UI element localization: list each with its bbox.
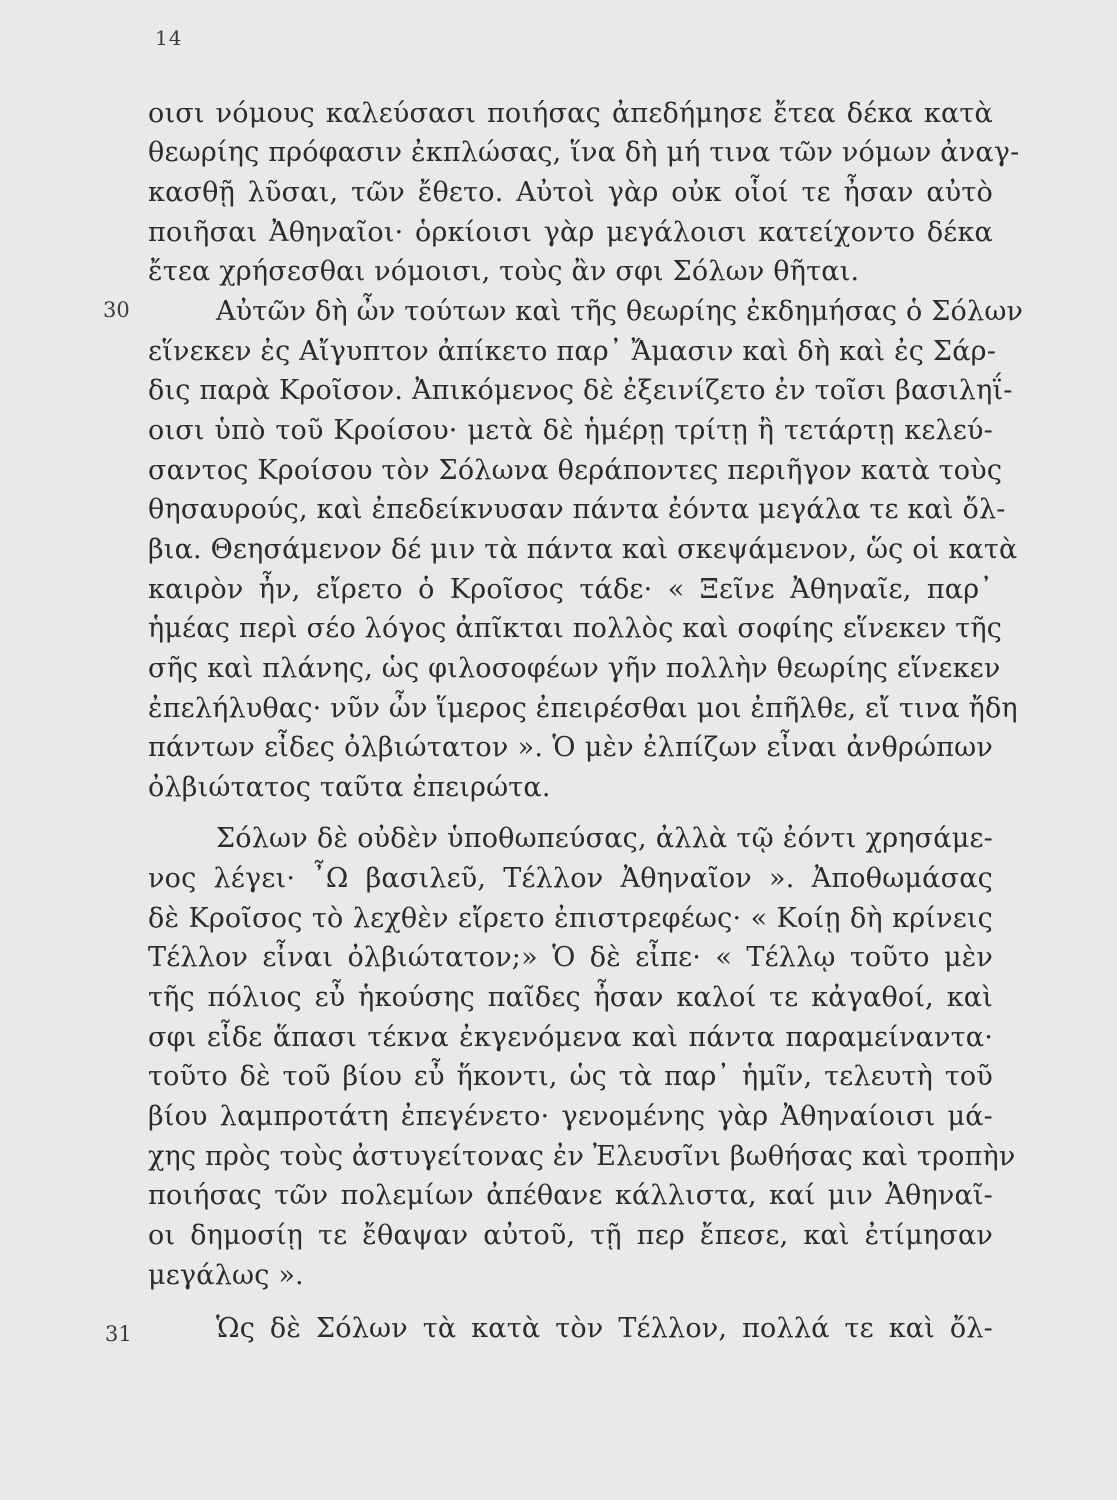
text-line: σαντος Κροίσου τὸν Σόλωνα θεράποντες περιῆγον κατὰ τοὺς bbox=[148, 455, 1003, 486]
text-line: καιρὸν ἦν, εἴρετο ὁ Κροῖσος τάδε· « Ξεῖνε Ἀθηναῖε, παρ᾽ bbox=[148, 574, 993, 605]
text-line: νος λέγει· ῏Ω βασιλεῦ, Τέλλον Ἀθηναῖον ». Ἀποθωμάσας bbox=[148, 863, 993, 894]
text-line: θησαυρούς, καὶ ἐπεδείκνυσαν πάντα ἐόντα μεγάλα τε καὶ ὄλ- bbox=[148, 494, 1006, 525]
text-line: οισι νόμους καλεύσασι ποιήσας ἀπεδήμησε ἔτεα δέκα κατὰ bbox=[148, 98, 993, 129]
text-line: κασθῇ λῦσαι, τῶν ἔθετο. Αὐτοὶ γὰρ οὐκ οἷοί τε ἦσαν αὐτὸ bbox=[148, 177, 993, 208]
text-line: εἵνεκεν ἐς Αἴγυπτον ἀπίκετο παρ᾽ Ἄμασιν καὶ δὴ καὶ ἐς Σάρ- bbox=[148, 336, 997, 367]
text-line: Σόλων δὲ οὐδὲν ὑποθωπεύσας, ἀλλὰ τῷ ἐόντι χρησάμε- bbox=[216, 823, 993, 854]
text-line: Αὐτῶν δὴ ὦν τούτων καὶ τῆς θεωρίης ἐκδημήσας ὁ Σόλων bbox=[216, 296, 1024, 327]
text-line: σφι εἶδε ἅπασι τέκνα ἐκγενόμενα καὶ πάντα παραμείναντα· bbox=[148, 1022, 993, 1053]
text-line: δις παρὰ Κροῖσον. Ἀπικόμενος δὲ ἐξεινίζετο ἐν τοῖσι βασιληΐ- bbox=[148, 375, 1013, 406]
section-marker-31: 31 bbox=[105, 1322, 132, 1346]
text-line: ἐπελήλυθας· νῦν ὦν ἵμερος ἐπειρέσθαι μοι ἐπῆλθε, εἴ τινα ἤδη bbox=[148, 693, 1018, 724]
page-number: 14 bbox=[155, 26, 183, 50]
text-line: ποιῆσαι Ἀθηναῖοι· ὁρκίοισι γὰρ μεγάλοισι κατείχοντο δέκα bbox=[148, 217, 993, 248]
text-line: βια. Θεησάμενον δέ μιν τὰ πάντα καὶ σκεψάμενον, ὥς οἱ κατὰ bbox=[148, 534, 1018, 565]
text-line: χης πρὸς τοὺς ἀστυγείτονας ἐν Ἐλευσῖνι βωθήσας καὶ τροπὴν bbox=[148, 1141, 1016, 1172]
text-line: δὲ Κροῖσος τὸ λεχθὲν εἴρετο ἐπιστρεφέως· « Κοίῃ δὴ κρίνεις bbox=[148, 903, 993, 934]
text-line: οισι ὑπὸ τοῦ Κροίσου· μετὰ δὲ ἡμέρῃ τρίτῃ ἢ τετάρτῃ κελεύ- bbox=[148, 415, 993, 446]
text-line: τοῦτο δὲ τοῦ βίου εὖ ἥκοντι, ὡς τὰ παρ᾽ ἡμῖν, τελευτὴ τοῦ bbox=[148, 1061, 993, 1092]
text-line: τῆς πόλιος εὖ ἡκούσης παῖδες ἦσαν καλοί τε κἀγαθοί, καὶ bbox=[148, 982, 993, 1013]
text-line: ἔτεα χρήσεσθαι νόμοισι, τοὺς ἂν σφι Σόλων θῆται. bbox=[148, 256, 860, 287]
text-line: πάντων εἶδες ὀλβιώτατον ». Ὁ μὲν ἐλπίζων εἶναι ἀνθρώπων bbox=[148, 732, 993, 763]
text-line: ὀλβιώτατος ταῦτα ἐπειρώτα. bbox=[148, 772, 551, 803]
text-line: Ὡς δὲ Σόλων τὰ κατὰ τὸν Τέλλον, πολλά τε καὶ ὄλ- bbox=[216, 1313, 993, 1344]
text-line: σῆς καὶ πλάνης, ὡς φιλοσοφέων γῆν πολλὴν θεωρίης εἵνεκεν bbox=[148, 653, 1001, 684]
text-line: ἡμέας περὶ σέο λόγος ἀπῖκται πολλὸς καὶ σοφίης εἵνεκεν τῆς bbox=[148, 613, 1003, 644]
text-line: οι δημοσίῃ τε ἔθαψαν αὐτοῦ, τῇ περ ἔπεσε, καὶ ἐτίμησαν bbox=[148, 1220, 993, 1251]
text-line: μεγάλως ». bbox=[148, 1260, 304, 1291]
text-line: Τέλλον εἶναι ὀλβιώτατον;» Ὁ δὲ εἶπε· « Τέλλῳ τοῦτο μὲν bbox=[148, 942, 993, 973]
text-line: ποιήσας τῶν πολεμίων ἀπέθανε κάλλιστα, καί μιν Ἀθηναῖ- bbox=[148, 1180, 993, 1211]
text-line: θεωρίης πρόφασιν ἐκπλώσας, ἵνα δὴ μή τινα τῶν νόμων ἀναγ- bbox=[148, 137, 1020, 168]
section-marker-30: 30 bbox=[103, 298, 130, 322]
text-line: βίου λαμπροτάτη ἐπεγένετο· γενομένης γὰρ Ἀθηναίοισι μά- bbox=[148, 1101, 993, 1132]
